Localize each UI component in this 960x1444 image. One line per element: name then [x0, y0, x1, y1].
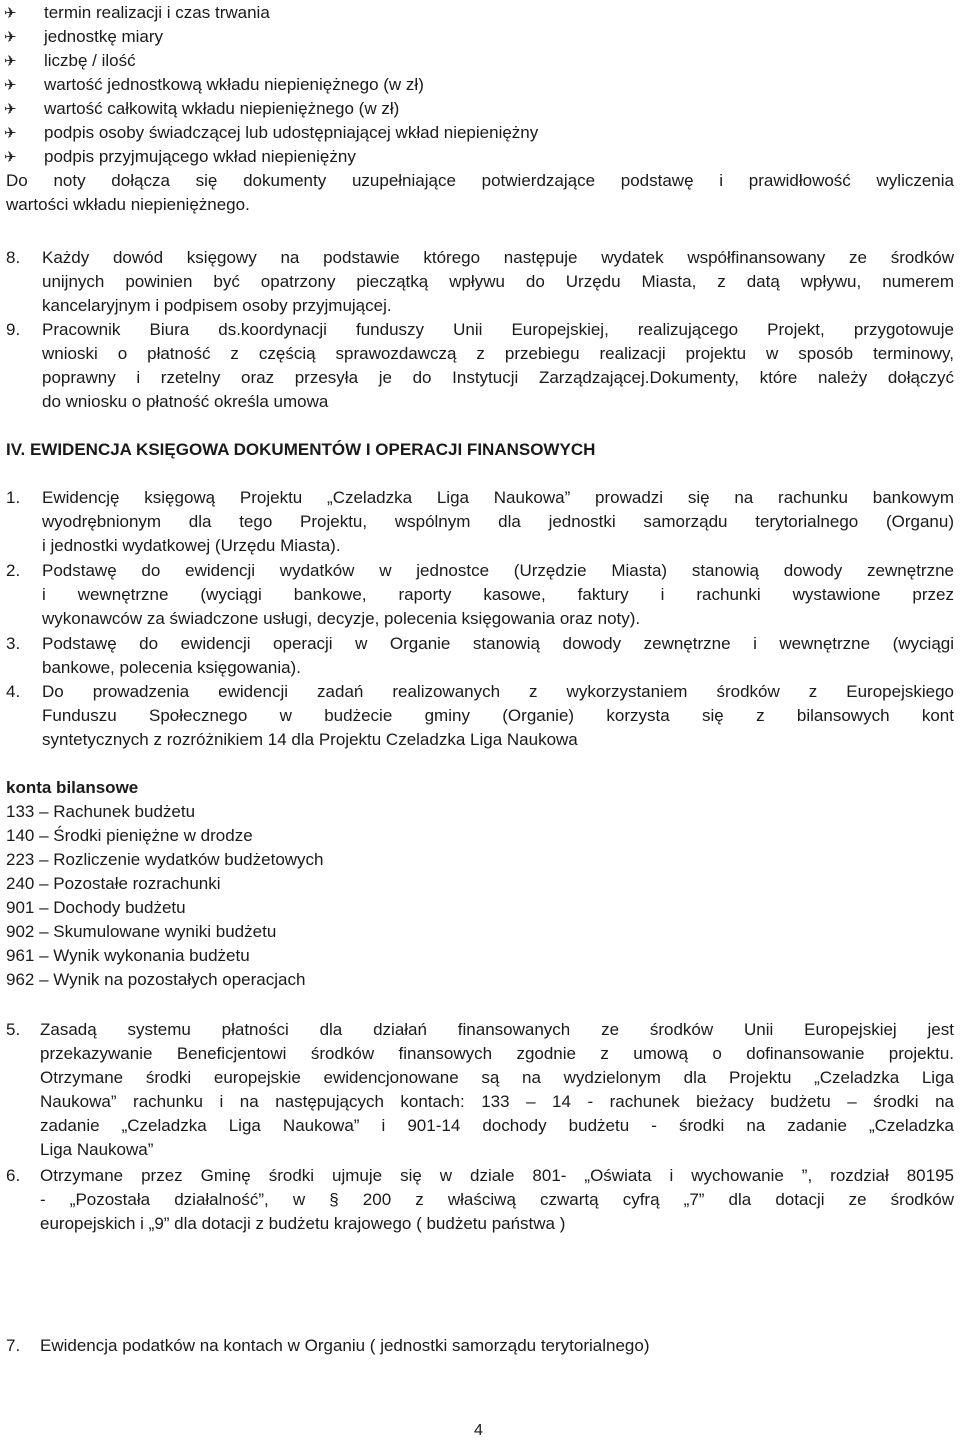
list-item: ✈ jednostkę miary [4, 27, 164, 46]
page-number: 4 [474, 1422, 483, 1439]
list-item: 223 – Rozliczenie wydatków budżetowych [6, 850, 324, 869]
bullet-list [4, 1, 954, 169]
item-9-text: Pracownik Biura ds.koordynacji funduszy Unii Europejskiej, realizującego Projekt, przygotowuje wnioski o płatność z częścią sprawozdawczą z przebiegu realizacji projektu w sposób terminowy, poprawny i rzetelny oraz przesyła je do Instytucji Zarządzającej.Dokumenty, które należy dołączyć do wniosku o płatność określa umowa [42, 320, 954, 411]
airplane-bullet-icon: ✈ [4, 29, 17, 46]
list-item: 901 – Dochody budżetu [6, 898, 186, 917]
item-5-text: Zasadą systemu płatności dla działań finansowanych ze środków Unii Europejskiej jest przekazywanie Beneficjentowi środków finansowych zgodnie z umową o dofinansowanie projektu. Otrzymane środki europejskie ewidencjonowane są na wydzielonym dla Projektu „Czeladzka Liga Naukowa” rachunku i na następujących kontach: 133 – 14 - rachunek bieżacy budżetu – środki na zadanie „Czeladzka Liga Naukowa” i 901-14 dochody budżetu - środki na zadanie „Czeladzka Liga Naukowa” [40, 1020, 954, 1159]
accounts-heading: konta bilansowe [6, 778, 139, 797]
item-4-text: Do prowadzenia ewidencji zadań realizowanych z wykorzystaniem środków z Europejskiego Funduszu Społecznego w budżecie gminy (Organie) korzysta się z bilansowych kont syntetycznych z rozróżnikiem 14 dla Projektu Czeladzka Liga Naukowa [42, 682, 954, 749]
section-heading: IV. EWIDENCJA KSIĘGOWA DOKUMENTÓW I OPERACJI FINANSOWYCH [6, 440, 596, 459]
airplane-bullet-icon: ✈ [4, 5, 17, 22]
airplane-bullet-icon: ✈ [4, 101, 17, 118]
list-item: 133 – Rachunek budżetu [6, 802, 196, 821]
list-item: 902 – Skumulowane wyniki budżetu [6, 922, 277, 941]
list-item: ✈ podpis osoby świadczącej lub udostępniającej wkład niepieniężny [4, 123, 539, 142]
list-item: ✈ wartość jednostkową wkładu niepieniężnego (w zł) [4, 75, 424, 94]
item-number: 9. [6, 320, 21, 339]
airplane-bullet-icon: ✈ [4, 53, 17, 70]
item-number: 5. [6, 1020, 21, 1039]
list-item: ✈ podpis przyjmującego wkład niepieniężny [4, 147, 356, 166]
list-item: ✈ termin realizacji i czas trwania [4, 3, 270, 22]
item-7-text: Ewidencja podatków na kontach w Organiu ( jednostki samorządu terytorialnego) [40, 1336, 650, 1355]
item-number: 2. [6, 561, 21, 580]
airplane-bullet-icon: ✈ [4, 77, 17, 94]
list-item: ✈ liczbę / ilość [4, 51, 136, 70]
list-item: 962 – Wynik na pozostałych operacjach [6, 970, 306, 989]
item-number: 8. [6, 248, 21, 267]
item-2-text: Podstawę do ewidencji wydatków w jednostce (Urzędzie Miasta) stanowią dowody zewnętrzne i wewnętrzne (wyciągi bankowe, raporty kasowe, faktury i rachunki wystawione przez wykonawców za świadczone usługi, decyzje, polecenia księgowania oraz noty). [42, 561, 954, 628]
item-1-text: Ewidencję księgową Projektu „Czeladzka Liga Naukowa” prowadzi się na rachunku bankowym wyodrębnionym dla tego Projektu, wspólnym dla jednostki samorządu terytorialnego (Organu) i jednostki wydatkowej (Urzędu Miasta). [42, 488, 954, 555]
item-number: 4. [6, 682, 21, 701]
note-paragraph: Do noty dołącza się dokumenty uzupełniające potwierdzające podstawę i prawidłowość wyliczenia wartości wkładu niepieniężnego. [6, 171, 954, 214]
list-item: 140 – Środki pieniężne w drodze [6, 826, 253, 845]
item-number: 6. [6, 1166, 21, 1185]
accounts-list [6, 800, 324, 992]
item-8-text: Każdy dowód księgowy na podstawie którego następuje wydatek współfinansowany ze środków unijnych powinien być opatrzony pieczątką wpływu do Urzędu Miasta, z datą wpływu, numerem kancelaryjnym i podpisem osoby przyjmującej. [42, 248, 954, 315]
airplane-bullet-icon: ✈ [4, 149, 17, 166]
item-number: 3. [6, 634, 21, 653]
list-item: 240 – Pozostałe rozrachunki [6, 874, 221, 893]
airplane-bullet-icon: ✈ [4, 125, 17, 142]
list-item: 961 – Wynik wykonania budżetu [6, 946, 250, 965]
item-number: 1. [6, 488, 21, 507]
list-item: ✈ wartość całkowitą wkładu niepieniężnego (w zł) [4, 99, 400, 118]
item-3-text: Podstawę do ewidencji operacji w Organie stanowią dowody zewnętrzne i wewnętrzne (wyciągi bankowe, polecenia księgowania). [42, 634, 954, 677]
item-number: 7. [6, 1336, 21, 1355]
item-6-text: Otrzymane przez Gminę środki ujmuje się w dziale 801- „Oświata i wychowanie ”, rozdział 80195 - „Pozostała działalność”, w § 200 z właściwą czwartą cyfrą „7” dla dotacji ze środków europejskich i „9” dla dotacji z budżetu krajowego ( budżetu państwa ) [40, 1166, 954, 1233]
